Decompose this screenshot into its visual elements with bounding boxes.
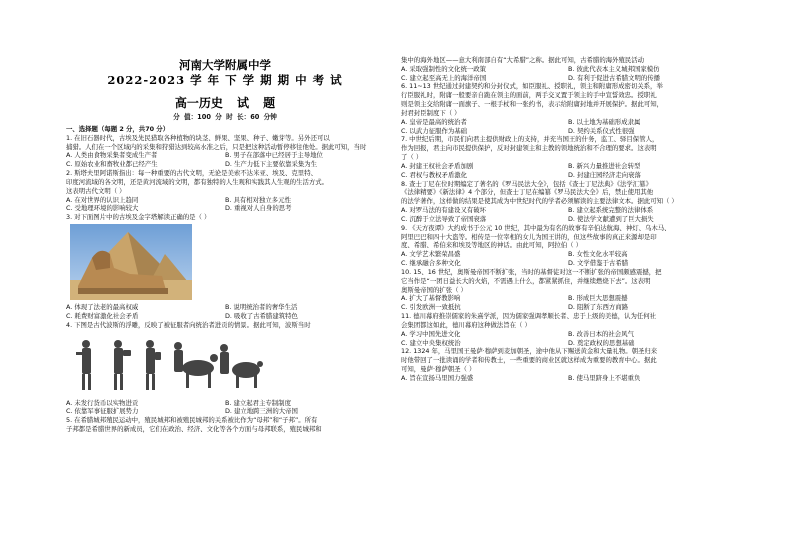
- question-2: 2. 斯塔夫里阿诺斯指出：每一种重要的古代文明，无论是美索不达米亚、埃及、克里特、 印度河流域的各文明，还是黄河流域的文明，都有独特的人生观和实践其人生观的生活方式。 这表明古代文明（ ） A. 在对世界的认识上趋同 B. 具有相对独立多元性 C. 受地理环境的影响较大 D. 重视对人自身的思考: [66, 169, 384, 213]
- option-b: B. 建立起系统完整的法律体系: [568, 206, 654, 215]
- option-c: C. 建立起至高无上的海洋帝国: [401, 73, 487, 82]
- option-a: A. 体现了法老的最高权威: [66, 303, 139, 312]
- option-a: A. 未发行货币以实物进贡: [66, 398, 139, 407]
- option-a: A. 皇帝是最高的统治者: [401, 117, 467, 126]
- question-3: 3. 对下面图片中的古埃及金字塔解读正确的是（ ） A. 体现了法老的最高权威 B. 说明统治者的奢华生活 C. 耗费财富激化社会矛盾 D. 吸收了古希腊建筑特色: [66, 213, 384, 320]
- option-d: D. 建立地跨三洲的大帝国: [225, 407, 298, 416]
- question-4: 4. 下图是古代波斯的浮雕，反映了被征服者向统治者进贡的情景。据此可知，波斯当时 A. 未发行货币以实物进贡 B. 建立起君主专制制度 C. 依靠军事征服扩展势力 D. 建立地跨三洲的大帝国: [66, 321, 384, 416]
- option-c: C. 建立中央集权统治: [401, 338, 461, 347]
- option-b: B. 具有相对独立多元性: [225, 195, 291, 204]
- option-a: A. 学习中国先进文化: [401, 329, 461, 338]
- option-b: B. 男子在部落中已经居于主导地位: [225, 151, 323, 160]
- option-c: C. 君权与教权矛盾激化: [401, 170, 468, 179]
- question-7: 7. 中世纪后期，市民们向君主提供财政上的支持，并充当国王的什务，监工、驿目保管人， 作为回报，君主向市民提供保护，反对封建领主和主教的领地统治和不合理的要求。这表明 了（ ） A. 封建王权社会矛盾加剧 B. 新兴力量推进社会转型 C. 君权与教权矛盾激化 D. 封建庄园经济走向衰落: [401, 135, 735, 179]
- option-d: D. 生产力低下主要依靠采集为生: [225, 160, 318, 169]
- option-d: D. 吸收了古希腊建筑特色: [225, 311, 298, 320]
- option-d: D. 重视对人自身的思考: [225, 204, 292, 213]
- left-flow: [66, 125, 384, 434]
- option-c: C. 沉醉于立法导致了帝国衰落: [401, 214, 487, 223]
- option-b: B. 形成巨大思想震撼: [568, 294, 628, 303]
- option-b: B. 彼此代表本主义城邦国家模仿: [568, 64, 660, 73]
- option-a: A. 封建王权社会矛盾加剧: [401, 161, 474, 170]
- option-d: D. 文学借鉴于古希腊: [568, 259, 629, 268]
- section-heading: 一、选择题（每题 2 分，共70 分）: [66, 125, 170, 133]
- question-6: 6. 11~13 世纪通过封建契约和分封仪式，如臣服礼、授职礼，领主和附庸形成密切关系，举 行臣服礼时，附庸一般要亲自跪在领主的面前，两手交叉置于领主的手中宣誓效忠。授职礼 则是领主交给附庸一面旗子、一根手杖和一张约书，表示给附庸封地并开展保护。据此可知， 封君封臣制度下（ ） A. 皇帝是最高的统治者 B. 以土地为基础形成隶属 C. 以武力征服作为基础 D. 契约关系仪式性很强: [401, 82, 735, 135]
- question-10: 10. 15、16 世纪，奥斯曼帝国不断扩张，当时的基督徒对这一不断扩张的帝国颇感震撼，把 它当作是“一团日益长大的火焰，不需遇上什么，都紧紧抓住，并继续燃烧下去”。这表明 奥斯曼帝国的扩张（ ） A. 扩大了基督教影响 B. 形成巨大思想震撼 C. 引发欧洲一致抵抗 D. 阻断了东西方商路: [401, 268, 735, 312]
- option-c: C. 继承融合多种文化: [401, 259, 461, 268]
- option-c: C. 引发欧洲一致抵抗: [401, 303, 461, 312]
- question-12: 12. 1324 年，马里国王曼萨·穆萨到麦加朝圣，途中他从下赐送黄金和大量礼物。朝圣归来 时他带回了一批读诵的学者和传教士，一些重要的商业区就这样成为重要的教育中心。据此 可知，曼萨·穆萨朝圣（ ） A. 旨在宣扬马里国力强盛 B. 使马里跻身上不堪重负: [401, 347, 735, 382]
- option-a: A. 采取强制性的文化统一政策: [401, 64, 487, 73]
- persian-relief-image: [74, 334, 384, 396]
- question-8: 8. 查士丁尼在位时期编定了著名的《罗马民法大全》，包括《查士丁尼法典》《法学汇纂》 《法律精要》《新法律》4 个部分，但查士丁尼在编纂《罗马民法大全》后，禁止使用其他 的法学著作，这样做的结果是使其成为中世纪时代的学者必须解读的主要法律文本。据此可知（ ） A. 对罗马法的有建设又有破坏 B. 建立起系统完整的法律体系 C. 沉醉于立法导致了帝国衰落 D. 使法学文献遭到了巨大损失: [401, 180, 735, 224]
- option-b: B. 新兴力量推进社会转型: [568, 161, 641, 170]
- option-b: B. 女性文化水平较高: [568, 250, 628, 259]
- right-flow: [401, 56, 735, 383]
- option-a: A. 扩大了基督教影响: [401, 294, 461, 303]
- exam-title: 2022-2023 学 年 下 学 期 期 中 考 试: [107, 73, 343, 87]
- question-11: 11. 德川幕府推崇儒家的朱熹学派，因为儒家强调孝顺长者、忠于上级的美德，认为任何社 会集团都这如此，德川幕府这种做法旨在（ ） A. 学习中国先进文化 B. 改善日本的社会风气 C. 建立中央集权统治 D. 奠定政权的思想基础: [401, 312, 735, 347]
- option-c: C. 以武力征服作为基础: [401, 126, 468, 135]
- question-9: 9. 《天方夜谭》大约成书于公元 10 世纪，其中最为有名的故事有辛伯达航海、神灯、乌木马、 阿里巴巴和四十大盗等。相传是一位宰相的女儿为国王讲的，但这些故事的真正来源却是印 度、希腊、希伯来和埃及等地区的神话。由此可知，阿拉伯（ ） A. 文学艺术繁荣昌盛 B. 女性文化水平较高 C. 继承融合多种文化 D. 文学借鉴于古希腊: [401, 224, 735, 268]
- option-b: B. 建立起君主专制制度: [225, 398, 291, 407]
- option-b: B. 以土地为基础形成隶属: [568, 117, 641, 126]
- school-name: 河南大学附属中学: [179, 58, 271, 72]
- subject-title: 高一历史 试 题: [174, 96, 276, 110]
- option-d: D. 有利于促进古希腊文明的传播: [568, 73, 661, 82]
- pyramid-sphinx-photo: [70, 224, 384, 300]
- option-b: B. 使马里跻身上不堪重负: [568, 373, 641, 382]
- option-d: D. 使法学文献遭到了巨大损失: [568, 214, 654, 223]
- option-c: C. 受地理环境的影响较大: [66, 204, 139, 213]
- option-c: C. 依靠军事征服扩展势力: [66, 407, 139, 416]
- option-b: B. 说明统治者的奢华生活: [225, 303, 298, 312]
- option-c: C. 原始农业和畜牧业都已经产生: [66, 160, 158, 169]
- option-d: D. 奠定政权的思想基础: [568, 338, 635, 347]
- option-a: A. 在对世界的认识上趋同: [66, 195, 139, 204]
- question-1: 1. 在旧石器时代，古埃及先民猎取各种植物的块茎、鲜果、坚果、种子、嫩芽等。另外还可以 捕猎。人们在一个区域内的采集和狩猎达到较高水准之后，只是把这种活动暂停移往他处。据此可知，当时 A. 人类由食物采集者变成生产者 B. 男子在部落中已经居于主导地位 C. 原始农业和畜牧业都已经产生 D. 生产力低下主要依靠采集为生: [66, 134, 384, 169]
- option-a: A. 文学艺术繁荣昌盛: [401, 250, 461, 259]
- question-5: 5. 在希腊城邦殖民运动中，殖民城邦和被殖民城邦的关系被比作为“母邦”和“子邦”。所有 子邦都是希腊世界的新成员，它们在政治、经济、文化等各个方面与母邦联系，殖民城邦和: [66, 416, 322, 434]
- option-c: C. 耗费财富激化社会矛盾: [66, 311, 139, 320]
- option-d: D. 封建庄园经济走向衰落: [568, 170, 641, 179]
- option-a: A. 人类由食物采集者变成生产者: [66, 151, 158, 160]
- option-a: A. 对罗马法的有建设又有破坏: [401, 206, 487, 215]
- exam-meta: 分 值：100 分 时 长：60 分钟: [173, 113, 277, 121]
- option-d: D. 契约关系仪式性很强: [568, 126, 635, 135]
- option-a: A. 旨在宣扬马里国力强盛: [401, 373, 474, 382]
- question-5-continued: 集中的海外地区——意大利南部自有“大希腊”之称。据此可知，古希腊的海外殖民活动 A. 采取强制性的文化统一政策 B. 彼此代表本主义城邦国家模仿 C. 建立起至高无上的海洋帝国 D. 有利于促进古希腊文明的传播: [401, 56, 735, 82]
- option-b: B. 改善日本的社会风气: [568, 329, 634, 338]
- option-d: D. 阻断了东西方商路: [568, 303, 629, 312]
